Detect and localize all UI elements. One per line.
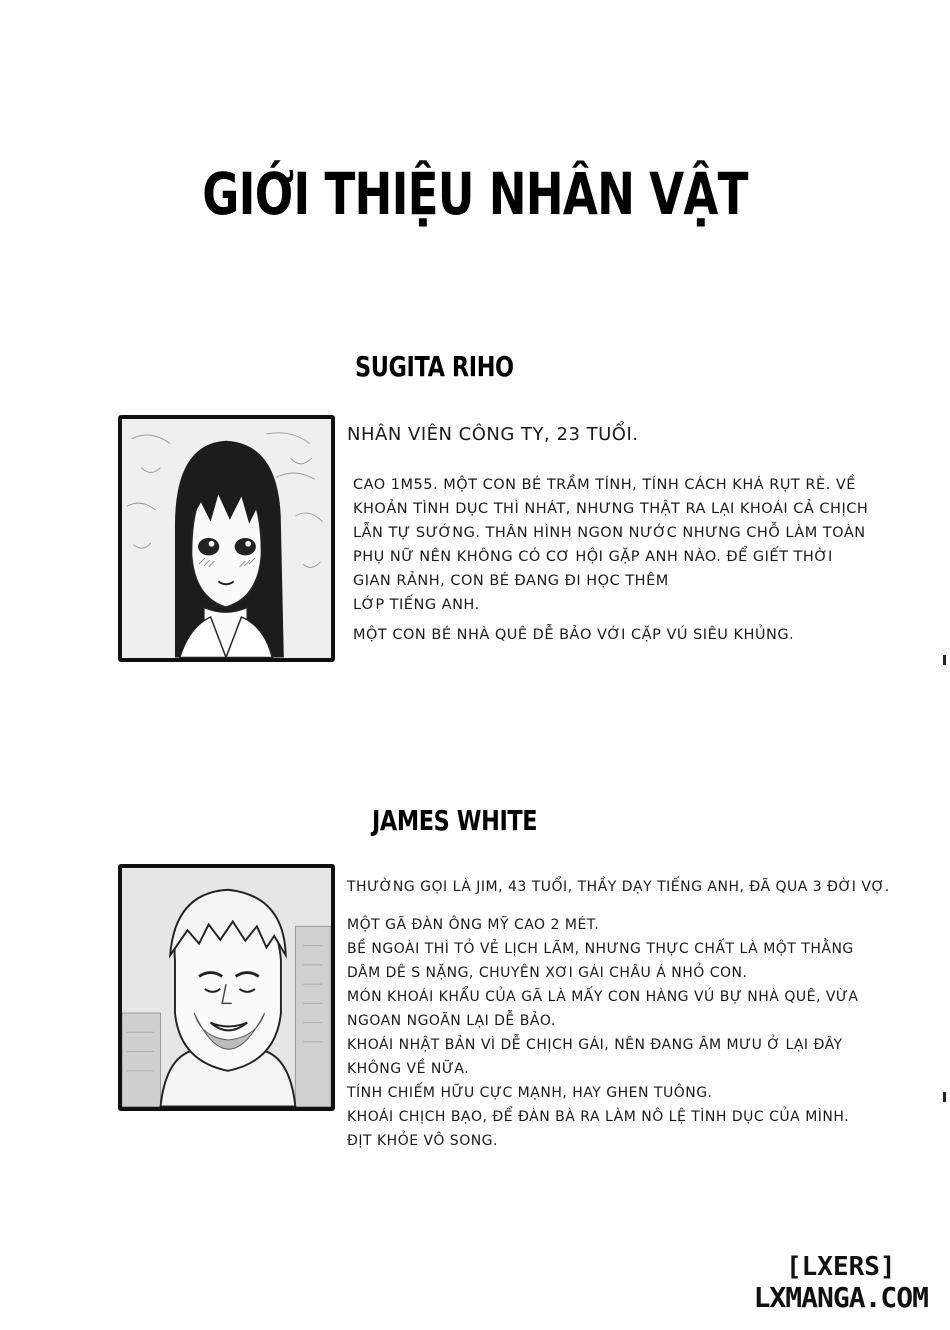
description-line: PHỤ NỮ NÊN KHÔNG CÓ CƠ HỘI GẶP ANH NÀO. ĐỂ GIẾT THỜI [353, 549, 833, 565]
description-line: NGOAN NGOÃN LẠI DỄ BẢO. [347, 1013, 556, 1029]
character-name-james: JAMES WHITE [372, 804, 538, 837]
character-name-riho: SUGITA RIHO [355, 350, 514, 383]
page-edge-mark [943, 1092, 946, 1102]
description-line: CAO 1M55. MỘT CON BÉ TRẦM TÍNH, TÍNH CÁCH KHÁ RỤT RÈ. VỀ [353, 477, 856, 493]
page-title: GIỚI THIỆU NHÂN VẬT [202, 160, 748, 228]
description-line: BỀ NGOÀI THÌ TỎ VẺ LỊCH LÃM, NHƯNG THỰC CHẤT LÀ MỘT THẰNG [347, 941, 854, 957]
description-line: KHÔNG VỀ NỮA. [347, 1061, 470, 1077]
description-line: ĐỊT KHỎE VÔ SONG. [347, 1133, 498, 1149]
character-headline: THƯỜNG GỌI LÀ JIM, 43 TUỔI, THẦY DẠY TIẾNG ANH, ĐÃ QUA 3 ĐỜI VỢ. [347, 879, 890, 895]
description-line: LẪN TỰ SƯỚNG. THÂN HÌNH NGON NƯỚC NHƯNG CHỖ LÀM TOÀN [353, 525, 866, 541]
description-line: KHOÁI CHỊCH BẠO, ĐỂ ĐÀN BÀ RA LÀM NÔ LỆ TÌNH DỤC CỦA MÌNH. [347, 1109, 850, 1125]
description-line: MÓN KHOÁI KHẨU CỦA GÃ LÀ MẤY CON HÀNG VÚ BỰ NHÀ QUÊ, VỪA [347, 989, 859, 1005]
character-description-riho [347, 423, 887, 647]
man-portrait-icon [118, 864, 335, 1111]
watermark-group: [LXERS] [785, 1252, 896, 1282]
description-line: TÍNH CHIẾM HỮU CỰC MẠNH, HAY GHEN TUÔNG. [347, 1085, 713, 1101]
description-line: KHOÁI NHẬT BẢN VÌ DỄ CHỊCH GÁI, NÊN ĐANG ÂM MƯU Ở LẠI ĐÂY [347, 1037, 843, 1053]
description-line: GIAN RẢNH, CON BÉ ĐANG ĐI HỌC THÊM [353, 573, 669, 589]
watermark-site: LXMANGA.COM [753, 1281, 928, 1314]
character-headline: NHÂN VIÊN CÔNG TY, 23 TUỔI. [347, 424, 639, 445]
character-description-james [347, 875, 907, 1153]
description-line: LỚP TIẾNG ANH. [353, 597, 480, 613]
girl-portrait-icon [118, 415, 335, 662]
page-edge-mark [943, 655, 946, 665]
description-line: KHOẢN TÌNH DỤC THÌ NHÁT, NHƯNG THẬT RA LẠI KHOÁI CẢ CHỊCH [353, 501, 869, 517]
description-line: MỘT CON BÉ NHÀ QUÊ DỄ BẢO VỚI CẶP VÚ SIÊU KHỦNG. [353, 627, 795, 643]
site-watermark [754, 1252, 928, 1314]
description-line: DÂM DÊ S NẶNG, CHUYÊN XƠI GÁI CHÂU Á NHỎ CON. [347, 965, 748, 981]
description-line: MỘT GÃ ĐÀN ÔNG MỸ CAO 2 MÉT. [347, 917, 600, 933]
